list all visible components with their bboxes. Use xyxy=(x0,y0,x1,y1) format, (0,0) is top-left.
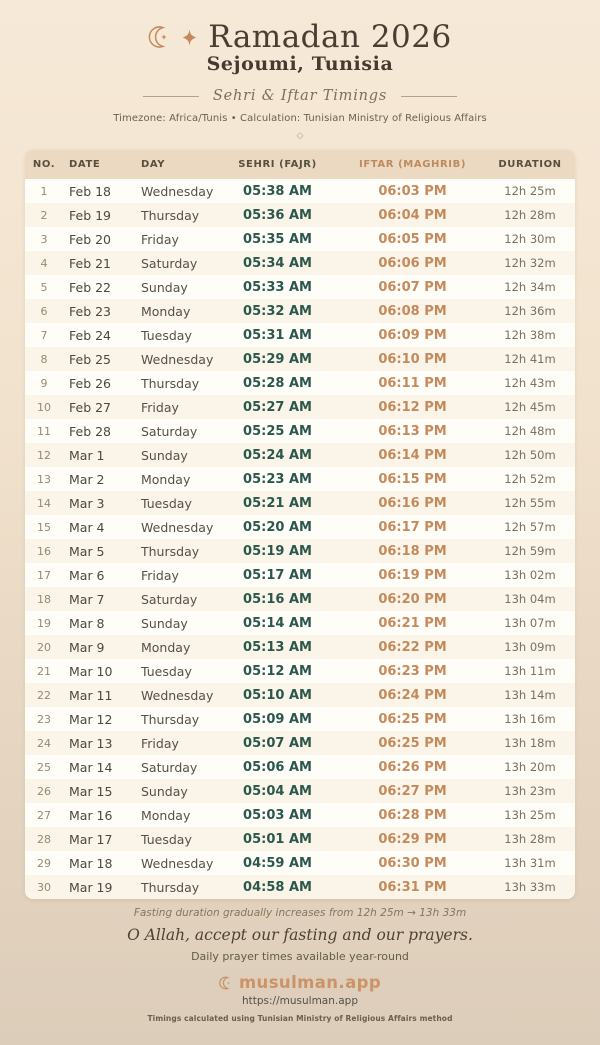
cell-day: Saturday xyxy=(141,255,198,271)
cell-sehri: 05:36 AM xyxy=(243,207,312,223)
footer xyxy=(0,907,600,1023)
cell-date: Feb 21 xyxy=(69,255,112,271)
cell-date: Feb 26 xyxy=(69,375,112,391)
cell-day: Monday xyxy=(141,471,191,487)
cell-sehri: 05:29 AM xyxy=(243,351,312,367)
cell-day: Wednesday xyxy=(141,687,214,703)
cell-duration: 12h 48m xyxy=(504,424,556,438)
table-row xyxy=(25,515,575,539)
cell-no: 15 xyxy=(37,520,51,534)
cell-iftar: 06:27 PM xyxy=(378,783,447,799)
cell-date: Mar 5 xyxy=(69,543,105,559)
cell-duration: 12h 57m xyxy=(504,520,556,534)
cell-iftar: 06:17 PM xyxy=(378,519,447,535)
cell-iftar: 06:07 PM xyxy=(378,279,447,295)
cell-no: 3 xyxy=(40,232,48,246)
cell-date: Feb 28 xyxy=(69,423,112,439)
cell-day: Sunday xyxy=(141,615,188,631)
cell-duration: 13h 07m xyxy=(504,616,556,630)
cell-no: 19 xyxy=(37,616,51,630)
crescent-star-icon xyxy=(148,25,172,49)
cell-iftar: 06:15 PM xyxy=(378,471,447,487)
cell-no: 1 xyxy=(40,184,48,198)
cell-no: 2 xyxy=(40,208,48,222)
table-row xyxy=(25,611,575,635)
cell-no: 5 xyxy=(40,280,48,294)
divider-line-left xyxy=(143,96,199,97)
cell-duration: 13h 33m xyxy=(504,880,556,894)
table-row xyxy=(25,827,575,851)
cell-iftar: 06:25 PM xyxy=(378,735,447,751)
divider-line-right xyxy=(401,96,457,97)
cell-sehri: 04:59 AM xyxy=(243,855,312,871)
column-header-no: NO. xyxy=(25,150,63,179)
cell-iftar: 06:23 PM xyxy=(378,663,447,679)
cell-iftar: 06:11 PM xyxy=(378,375,447,391)
table-row xyxy=(25,563,575,587)
cell-duration: 13h 14m xyxy=(504,688,556,702)
cell-no: 6 xyxy=(40,304,48,318)
cell-iftar: 06:16 PM xyxy=(378,495,447,511)
cell-no: 8 xyxy=(40,352,48,366)
cell-duration: 12h 59m xyxy=(504,544,556,558)
table-row xyxy=(25,395,575,419)
cell-iftar: 06:03 PM xyxy=(378,183,447,199)
cell-day: Monday xyxy=(141,807,191,823)
cell-day: Saturday xyxy=(141,423,198,439)
cell-date: Mar 2 xyxy=(69,471,105,487)
brand-name: musulman.app xyxy=(238,973,382,992)
sparkle-icon xyxy=(180,28,199,47)
column-header-day: DAY xyxy=(135,150,215,179)
brand-link[interactable] xyxy=(0,973,600,992)
cell-iftar: 06:31 PM xyxy=(378,879,447,895)
cell-duration: 13h 09m xyxy=(504,640,556,654)
cell-duration: 12h 25m xyxy=(504,184,556,198)
cell-iftar: 06:04 PM xyxy=(378,207,447,223)
cell-duration: 12h 32m xyxy=(504,256,556,270)
cell-sehri: 05:32 AM xyxy=(243,303,312,319)
cell-sehri: 05:27 AM xyxy=(243,399,312,415)
cell-day: Saturday xyxy=(141,759,198,775)
cell-sehri: 05:21 AM xyxy=(243,495,312,511)
cell-day: Monday xyxy=(141,303,191,319)
cell-date: Feb 22 xyxy=(69,279,112,295)
table-row xyxy=(25,731,575,755)
cell-sehri: 05:16 AM xyxy=(243,591,312,607)
cell-iftar: 06:26 PM xyxy=(378,759,447,775)
cell-no: 30 xyxy=(37,880,51,894)
table-row xyxy=(25,347,575,371)
cell-date: Mar 15 xyxy=(69,783,113,799)
crescent-icon xyxy=(219,976,233,990)
cell-day: Wednesday xyxy=(141,183,214,199)
cell-date: Feb 18 xyxy=(69,183,112,199)
table-row xyxy=(25,539,575,563)
table-row xyxy=(25,251,575,275)
cell-no: 14 xyxy=(37,496,51,510)
cell-duration: 12h 36m xyxy=(504,304,556,318)
cell-sehri: 05:28 AM xyxy=(243,375,312,391)
section-subtitle: Sehri & Iftar Timings xyxy=(212,88,388,104)
cell-day: Tuesday xyxy=(141,327,192,343)
table-row xyxy=(25,755,575,779)
timings-table-body xyxy=(25,179,575,899)
table-row xyxy=(25,323,575,347)
cell-duration: 13h 23m xyxy=(504,784,556,798)
cell-day: Wednesday xyxy=(141,351,214,367)
cell-sehri: 05:12 AM xyxy=(243,663,312,679)
cell-day: Thursday xyxy=(141,879,200,895)
cell-sehri: 05:03 AM xyxy=(243,807,312,823)
cell-day: Tuesday xyxy=(141,663,192,679)
cell-iftar: 06:29 PM xyxy=(378,831,447,847)
cell-no: 18 xyxy=(37,592,51,606)
cell-no: 9 xyxy=(40,376,48,390)
cell-date: Mar 4 xyxy=(69,519,105,535)
table-row xyxy=(25,683,575,707)
cell-duration: 12h 52m xyxy=(504,472,556,486)
cell-sehri: 05:14 AM xyxy=(243,615,312,631)
cell-no: 28 xyxy=(37,832,51,846)
column-header-iftar: IFTAR (MAGHRIB) xyxy=(340,150,485,179)
cell-duration: 13h 31m xyxy=(504,856,556,870)
timezone-calculation-meta: Timezone: Africa/Tunis • Calculation: Tunisian Ministry of Religious Affairs xyxy=(113,113,487,124)
cell-duration: 12h 43m xyxy=(504,376,556,390)
table-row xyxy=(25,707,575,731)
cell-day: Sunday xyxy=(141,279,188,295)
cell-date: Feb 24 xyxy=(69,327,112,343)
availability-note: Daily prayer times available year-round xyxy=(191,950,409,963)
cell-no: 23 xyxy=(37,712,51,726)
cell-day: Friday xyxy=(141,399,179,415)
cell-sehri: 05:10 AM xyxy=(243,687,312,703)
cell-no: 7 xyxy=(40,328,48,342)
cell-no: 4 xyxy=(40,256,48,270)
cell-day: Friday xyxy=(141,567,179,583)
cell-no: 20 xyxy=(37,640,51,654)
cell-duration: 12h 38m xyxy=(504,328,556,342)
cell-iftar: 06:30 PM xyxy=(378,855,447,871)
cell-day: Friday xyxy=(141,231,179,247)
cell-day: Thursday xyxy=(141,543,200,559)
cell-date: Mar 19 xyxy=(69,879,113,895)
table-row xyxy=(25,299,575,323)
cell-iftar: 06:14 PM xyxy=(378,447,447,463)
cell-iftar: 06:28 PM xyxy=(378,807,447,823)
cell-date: Mar 14 xyxy=(69,759,113,775)
cell-no: 21 xyxy=(37,664,51,678)
cell-date: Mar 13 xyxy=(69,735,113,751)
cell-iftar: 06:08 PM xyxy=(378,303,447,319)
table-row xyxy=(25,635,575,659)
cell-no: 29 xyxy=(37,856,51,870)
cell-day: Thursday xyxy=(141,375,200,391)
cell-sehri: 05:07 AM xyxy=(243,735,312,751)
cell-sehri: 05:34 AM xyxy=(243,255,312,271)
cell-no: 26 xyxy=(37,784,51,798)
table-row xyxy=(25,227,575,251)
cell-day: Tuesday xyxy=(141,831,192,847)
cell-date: Feb 20 xyxy=(69,231,112,247)
cell-sehri: 05:01 AM xyxy=(243,831,312,847)
table-row xyxy=(25,419,575,443)
cell-duration: 13h 28m xyxy=(504,832,556,846)
cell-sehri: 05:33 AM xyxy=(243,279,312,295)
page-title: Ramadan 2026 xyxy=(208,19,452,55)
cell-date: Mar 17 xyxy=(69,831,113,847)
location-subtitle: Sejoumi, Tunisia xyxy=(206,53,394,75)
cell-duration: 12h 55m xyxy=(504,496,556,510)
cell-sehri: 05:19 AM xyxy=(243,543,312,559)
cell-duration: 12h 50m xyxy=(504,448,556,462)
cell-date: Mar 9 xyxy=(69,639,105,655)
column-header-sehri: SEHRI (FAJR) xyxy=(215,150,340,179)
cell-date: Mar 8 xyxy=(69,615,105,631)
cell-duration: 13h 11m xyxy=(504,664,556,678)
cell-duration: 13h 02m xyxy=(504,568,556,582)
cell-duration: 13h 25m xyxy=(504,808,556,822)
cell-duration: 13h 16m xyxy=(504,712,556,726)
cell-sehri: 05:06 AM xyxy=(243,759,312,775)
cell-duration: 12h 45m xyxy=(504,400,556,414)
table-row xyxy=(25,803,575,827)
cell-no: 11 xyxy=(37,424,51,438)
timings-table xyxy=(25,150,575,899)
cell-day: Thursday xyxy=(141,207,200,223)
cell-iftar: 06:20 PM xyxy=(378,591,447,607)
cell-iftar: 06:19 PM xyxy=(378,567,447,583)
cell-no: 22 xyxy=(37,688,51,702)
cell-date: Mar 7 xyxy=(69,591,105,607)
table-row xyxy=(25,203,575,227)
cell-iftar: 06:22 PM xyxy=(378,639,447,655)
cell-sehri: 05:17 AM xyxy=(243,567,312,583)
table-row xyxy=(25,467,575,491)
cell-day: Sunday xyxy=(141,783,188,799)
cell-date: Mar 12 xyxy=(69,711,113,727)
cell-date: Mar 11 xyxy=(69,687,113,703)
cell-date: Mar 6 xyxy=(69,567,105,583)
cell-day: Saturday xyxy=(141,591,198,607)
cell-date: Mar 10 xyxy=(69,663,113,679)
calculation-method-note: Timings calculated using Tunisian Ministry of Religious Affairs method xyxy=(147,1014,453,1023)
duration-trend-note: Fasting duration gradually increases from 12h 25m → 13h 33m xyxy=(133,907,467,919)
cell-day: Friday xyxy=(141,735,179,751)
cell-sehri: 05:13 AM xyxy=(243,639,312,655)
cell-date: Mar 3 xyxy=(69,495,105,511)
cell-no: 10 xyxy=(37,400,51,414)
cell-sehri: 04:58 AM xyxy=(243,879,312,895)
table-header-row xyxy=(25,150,575,179)
table-row xyxy=(25,659,575,683)
cell-day: Tuesday xyxy=(141,495,192,511)
cell-sehri: 05:38 AM xyxy=(243,183,312,199)
cell-day: Sunday xyxy=(141,447,188,463)
table-row xyxy=(25,851,575,875)
cell-duration: 12h 34m xyxy=(504,280,556,294)
cell-iftar: 06:24 PM xyxy=(378,687,447,703)
cell-day: Monday xyxy=(141,639,191,655)
cell-day: Thursday xyxy=(141,711,200,727)
cell-day: Wednesday xyxy=(141,519,214,535)
cell-sehri: 05:09 AM xyxy=(243,711,312,727)
cell-sehri: 05:31 AM xyxy=(243,327,312,343)
table-row xyxy=(25,179,575,203)
diamond-separator-icon: ◇ xyxy=(296,131,304,141)
cell-iftar: 06:13 PM xyxy=(378,423,447,439)
table-row xyxy=(25,371,575,395)
cell-sehri: 05:20 AM xyxy=(243,519,312,535)
brand-url[interactable]: https://musulman.app xyxy=(242,995,358,1007)
cell-duration: 13h 18m xyxy=(504,736,556,750)
cell-no: 17 xyxy=(37,568,51,582)
timings-card xyxy=(25,150,575,899)
dua-quote: O Allah, accept our fasting and our prayers. xyxy=(127,926,473,944)
cell-date: Feb 25 xyxy=(69,351,112,367)
cell-iftar: 06:25 PM xyxy=(378,711,447,727)
cell-iftar: 06:12 PM xyxy=(378,399,447,415)
cell-date: Feb 23 xyxy=(69,303,112,319)
cell-date: Feb 27 xyxy=(69,399,112,415)
cell-sehri: 05:04 AM xyxy=(243,783,312,799)
cell-sehri: 05:24 AM xyxy=(243,447,312,463)
cell-duration: 12h 28m xyxy=(504,208,556,222)
cell-sehri: 05:23 AM xyxy=(243,471,312,487)
cell-day: Wednesday xyxy=(141,855,214,871)
cell-iftar: 06:09 PM xyxy=(378,327,447,343)
cell-iftar: 06:21 PM xyxy=(378,615,447,631)
table-row xyxy=(25,491,575,515)
header xyxy=(0,0,600,141)
table-row xyxy=(25,779,575,803)
cell-iftar: 06:06 PM xyxy=(378,255,447,271)
cell-no: 16 xyxy=(37,544,51,558)
cell-iftar: 06:05 PM xyxy=(378,231,447,247)
cell-date: Feb 19 xyxy=(69,207,112,223)
cell-sehri: 05:35 AM xyxy=(243,231,312,247)
cell-iftar: 06:10 PM xyxy=(378,351,447,367)
cell-duration: 12h 41m xyxy=(504,352,556,366)
cell-no: 25 xyxy=(37,760,51,774)
cell-duration: 12h 30m xyxy=(504,232,556,246)
cell-sehri: 05:25 AM xyxy=(243,423,312,439)
table-row xyxy=(25,587,575,611)
cell-no: 13 xyxy=(37,472,51,486)
table-row xyxy=(25,275,575,299)
cell-no: 27 xyxy=(37,808,51,822)
cell-duration: 13h 04m xyxy=(504,592,556,606)
cell-no: 24 xyxy=(37,736,51,750)
table-row xyxy=(25,443,575,467)
cell-duration: 13h 20m xyxy=(504,760,556,774)
table-row xyxy=(25,875,575,899)
cell-iftar: 06:18 PM xyxy=(378,543,447,559)
cell-date: Mar 18 xyxy=(69,855,113,871)
column-header-duration: DURATION xyxy=(485,150,575,179)
cell-date: Mar 16 xyxy=(69,807,113,823)
cell-no: 12 xyxy=(37,448,51,462)
column-header-date: DATE xyxy=(63,150,135,179)
cell-date: Mar 1 xyxy=(69,447,105,463)
